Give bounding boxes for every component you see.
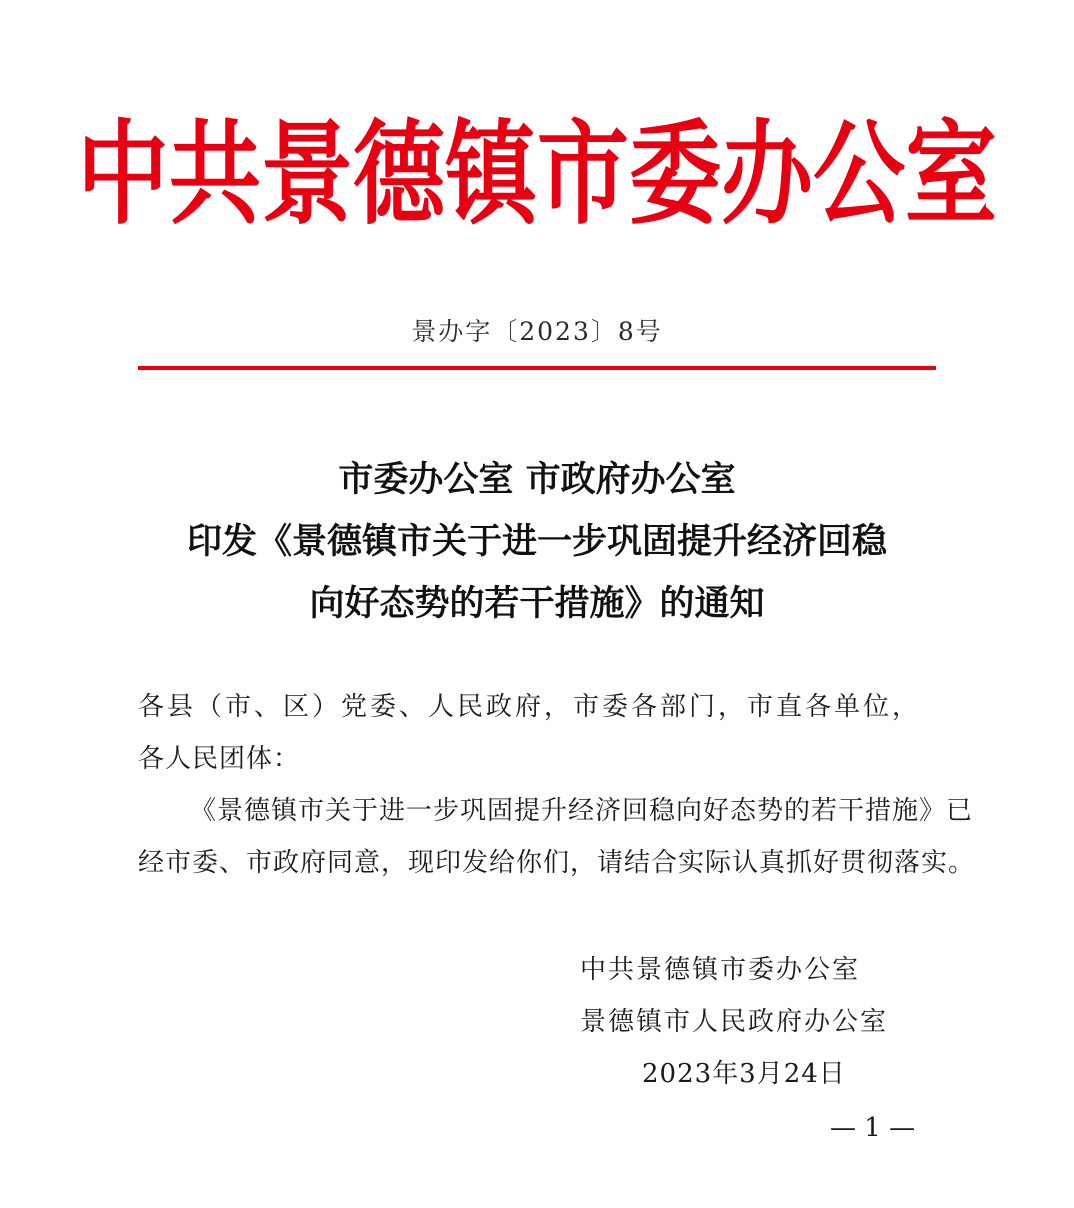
body-paragraph-line-2: 经市委、市政府同意，现印发给你们，请结合实际认真抓好贯彻落实。 <box>138 848 976 878</box>
signature-issuer-2: 景德镇市人民政府办公室 <box>580 1007 889 1037</box>
body-paragraph-line-1: 《景德镇市关于进一步巩固提升经济回稳向好态势的若干措施》已 <box>190 796 974 826</box>
document-number: 景办字〔2023〕8号 <box>411 317 663 346</box>
signature-date: 2023年3月24日 <box>642 1059 846 1089</box>
notice-title-line-1: 市委办公室 市政府办公室 <box>338 459 736 500</box>
addressee-line-1: 各县（市、区）党委、人民政府，市委各部门，市直各单位， <box>138 692 922 722</box>
addressee-line-2: 各人民团体： <box>138 744 301 774</box>
red-divider-line <box>138 366 936 370</box>
notice-title-line-3: 向好态势的若干措施》的通知 <box>309 583 765 624</box>
notice-title-line-2: 印发《景德镇市关于进一步巩固提升经济回稳 <box>186 521 887 562</box>
page-number: — 1 — <box>830 1113 916 1143</box>
masthead-title: 中共景德镇市委办公室 <box>76 109 997 240</box>
signature-issuer-1: 中共景德镇市委办公室 <box>580 955 861 985</box>
